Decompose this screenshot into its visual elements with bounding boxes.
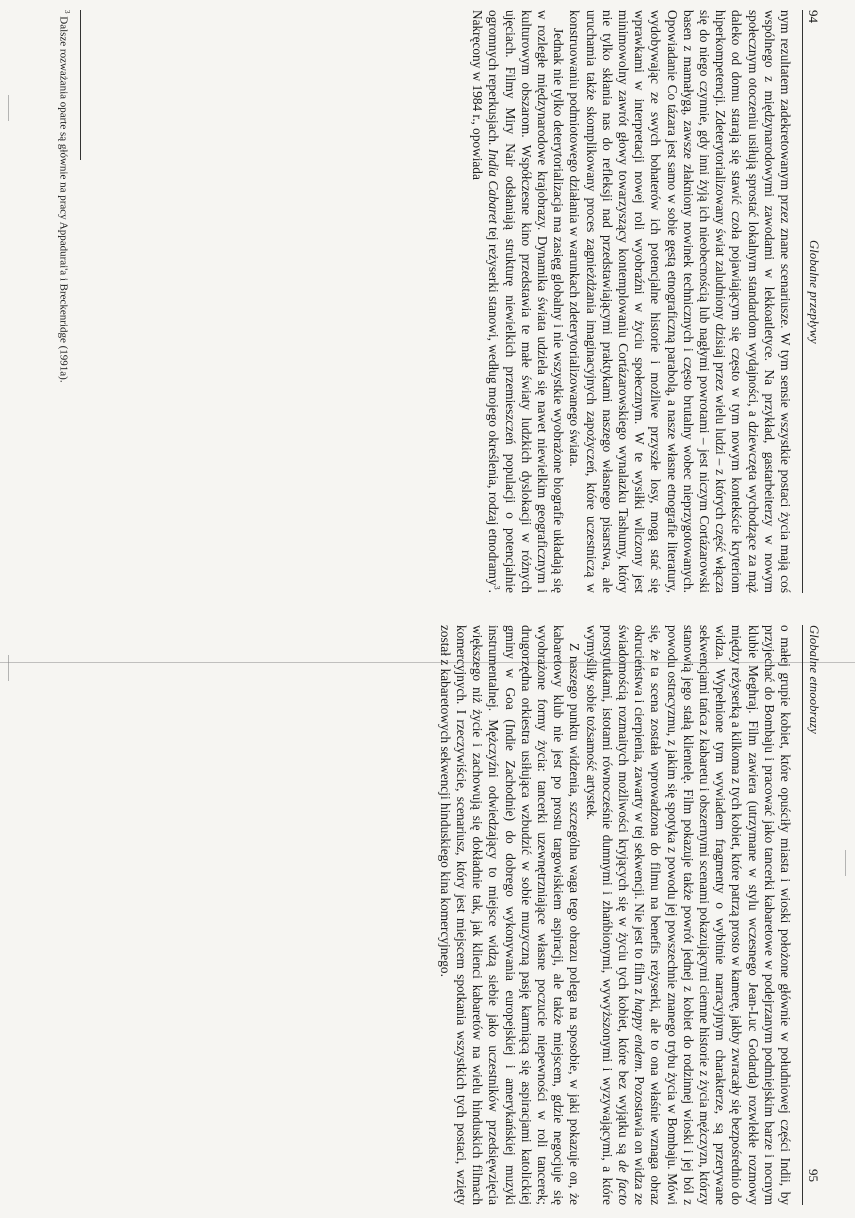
footnote-text: Dalsze rozważania oparte są głównie na pracy Appadurai'a i Breckenridge (1991a).	[57, 13, 70, 383]
text-run: . Pozostawia on widza ze świadomością rozmaitych możliwości kryjących się w życiu tych kobiet, które bez wyjątku są	[615, 625, 648, 1205]
text-run: prostytutkami, istotami równocześnie dumnymi i zhańbionymi, wywyższonymi i wyzywającymi, a które wymyśliły sobie tożsamość artystek.	[583, 625, 615, 1205]
running-head: Globalne przepływy	[807, 240, 821, 344]
footnote	[56, 10, 74, 593]
body-text	[437, 625, 793, 1205]
text-run: Z naszego punktu widzenia, szczególna waga tego obrazu polega na sposobie, w jaki pokazuje on, że kabaretowy klub nie jest po prostu targowiskiem aspiracji, ale także miejscem, gdzie negocjuje się wyobrażone formy życia: tancerki uzewnętrzniające własne poczucie niepewności w roli tancerek; drugorzędna orkiestra usiłująca wzbudzić w sobie muzyczną pasję karmiącą się aspiracjami katolickiej gminy w Goa (Indie Zachodnie) do dobrego wykonywania europejskiej i amerykańskiej muzyki instrumentalnej. Mężczyźni odwiedzający to miejsce widzą siebie jako uczestników przedsięwzięcia większego niż życie i zachowują się dokładnie tak, jak klienci kabaretów na wielu hinduskich filmach komercyjnych. I rzeczywiście, scenariusz, który jest miejscem spotkania wszystkich tych postaci, wzięty został z kabaretowych sekwencji hinduskiego kina komercyjnego.	[437, 625, 583, 1205]
page-number: 95	[806, 1169, 821, 1182]
italic-text: happy endem	[632, 998, 648, 1070]
text-run: o małej grupie kobiet, które opuściły miasta i wioski położone głównie w południowej części Indii, by przyjechać do Bombaju i pracować jako tancerki kabaretowe w podejrzanym podmiejskim barze i nocnym klubie Meghraj. Film zawiera (utrzymane w stylu wczesnego Jean-Luc Godarda) rozwlekłe rozmowy między reżyserką a kilkoma z tych kobiet, które patrzą prosto w kamerę, jakby zwracały się bezpośrednio do widza. Wypełnione tym wywiadem fragmenty o wybitnie narracyjnym charakterze, są przerywane sekwencjami tańca z kabaretu i obszernymi scenami pokazującymi ciemne historie z życia mężczyzn, którzy stanowią jego stałą klientelę. Film pokazuje także powrót jednej z kobiet do rodzinnej wioski i jej ból z powodu ostracyzmu, z jakim się spotyka z powodu jej powszechnie znanego trybu życia w Bombaju. Mówi się, że ta scena została wprowadzona do filmu na benefis reżyserki, ale to ona właśnie wznaga obraz okrucieństwa i cierpienia, zawarty w tej sekwencji. Nie jest to film z	[632, 625, 793, 1205]
page-number: 94	[806, 10, 821, 23]
footnote-rule	[80, 10, 81, 160]
italic-text: de facto	[615, 1160, 631, 1205]
header-rule	[802, 10, 803, 593]
paragraph	[437, 625, 583, 1205]
header-rule	[802, 625, 803, 1205]
body-text	[469, 10, 793, 593]
footnote-reference: 3	[492, 585, 502, 590]
text-run: tej reżyserki stanowi, według mojego określenia, rodzaj etnodramy	[486, 223, 502, 586]
text-run: nym rezultatem zadekretowanym przez znane scenariusze. W tym sensie wszystkie postaci życia mają coś wspólnego z międzynarodowymi zawodami w lekkoatletyce. Na przykład, gastarbeiterzy w nowym społecznym otoczeniu usiłują sprostać lokalnym standardom wydajności, a dziewczęta wychodzące za mąż daleko od domu starają się stawić czoła pojawiającym się często w tym nowym kontekście kryteriom hiperkompetencji. Zdeterytorializowany świat zaludniony dzisiaj przez wielu ludzi – z których część włącza się do niego czynnie, gdy inni żyją ich nieobecnością lub nagłymi powrotami – jest niczym Cortázarowski basen z mamałygą, zawsze złakniony nowinek technicznych i często brutalny wobec nieprzygotowanych. Opowiadanie Co tázara jest samo w sobie gęstą etnograficzną parabolą, a nasze własne etnografie literatury, wydobywając ze swych bohaterów ich potencjalne historie i możliwe przyszłe losy, mogą stać się wprawkami w interpretacji nowej roli wyobraźni w życiu społecznym. W te wysiłki wliczony jest minimowolny zawrót głowy towarzyszący kontemplowaniu Cortázarowskiego wynalazku Tashumy, który nie tylko skłania nas do refleksji nad przedstawiającymi praktykami naszego własnego pisarstwa, ale uruchamia także skomplikowany proces zagnieżdżania imaginacyjnych zapożyczeń, które uczestniczą w konstruowaniu podmiotowego działania w warunkach zdeterytorializowanego świata.	[567, 10, 793, 593]
running-head: Globalne etnoobrazy	[807, 625, 821, 734]
footnote-marker: 3	[63, 10, 71, 14]
text-run: . Nakręcony w 1984 r., opowiada	[470, 10, 502, 593]
paragraph	[566, 10, 793, 593]
paragraph	[582, 625, 793, 1205]
paragraph	[469, 10, 566, 593]
right-page	[0, 609, 855, 1218]
italic-text: India Cabaret	[486, 148, 502, 224]
text-run: Jednak nie tylko deterytorializacja ma zasięg globalny i nie wszystkie wyobrażone biografie układają się w rozległe międzynarodowe krajobrazy. Dynamika świata udziela się nawet niewielkim geograficznym i kulturowym obszarom. Współczesne kino przedstawia te małe światy ludzkich dyslokacji w różnych ujęciach. Filmy Miry Nair odsłaniają strukturę niewielkich przemieszczeń populacji o potencjalnie ogromnych reperkusjach.	[486, 10, 567, 593]
